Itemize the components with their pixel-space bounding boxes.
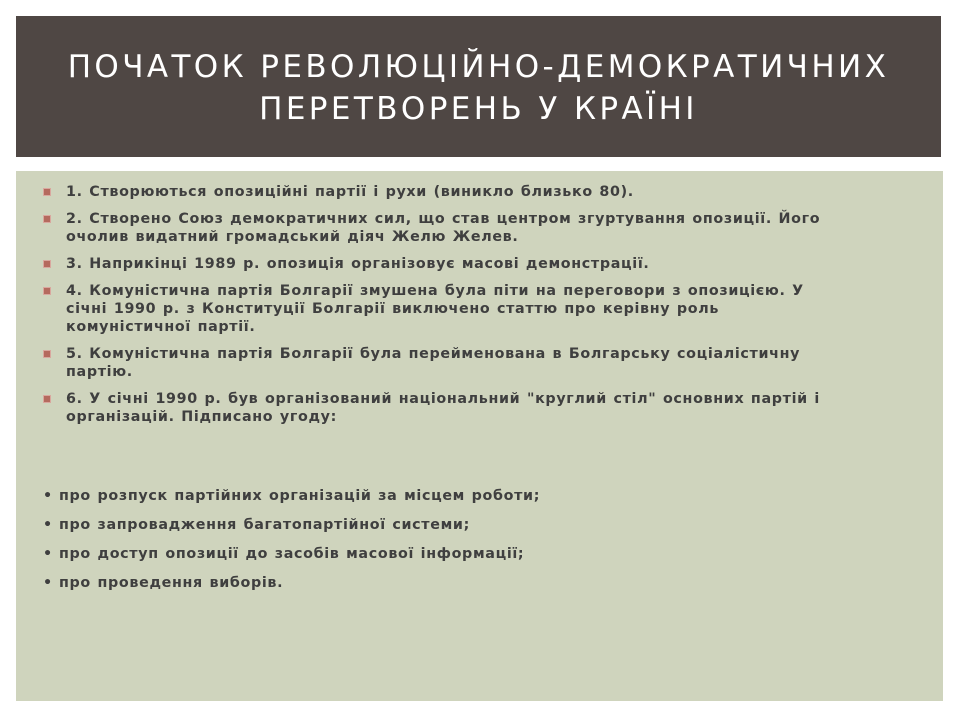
dot-bullet-icon: • [43,517,53,533]
point-3-line-1: 3. Наприкінці 1989 р. опозиція організовує масові демонстрації. [66,256,650,272]
point-4-line-3: комуністичної партії. [66,319,256,335]
agreement-item-3-text: про доступ опозиції до засобів масової інформації; [59,546,525,562]
point-6-line-1: 6. У січні 1990 р. був організований національний "круглий стіл" основних партій і [66,391,820,407]
agreement-item-1 [43,487,923,516]
content-panel [16,171,943,701]
agreement-item-1-text: про розпуск партійних організацій за місцем роботи; [59,488,541,504]
square-bullet-icon [43,350,51,358]
point-1 [42,183,922,201]
agreement-item-2-text: про запровадження багатопартійної системи; [59,517,470,533]
point-5-line-2: партію. [66,364,133,380]
square-bullet-icon [43,287,51,295]
slide-title-line-2: ПЕРЕТВОРЕНЬ У КРАЇНІ [259,90,698,127]
agreement-item-4 [43,574,923,603]
agreement-item-2 [43,516,923,545]
square-bullet-icon [43,215,51,223]
square-bullet-icon [43,188,51,196]
point-3 [42,255,922,273]
point-6 [42,390,922,426]
point-5-line-1: 5. Комуністична партія Болгарії була перейменована в Болгарську соціалістичну [66,346,801,362]
point-4 [42,282,922,336]
point-4-line-2: січні 1990 р. з Конституції Болгарії виключено статтю про керівну роль [66,301,720,317]
square-bullet-icon [43,395,51,403]
slide-title-line-1: ПОЧАТОК РЕВОЛЮЦІЙНО-ДЕМОКРАТИЧНИХ [67,48,890,85]
dot-bullet-icon: • [43,575,53,591]
dot-bullet-icon: • [43,488,53,504]
square-bullet-icon [43,260,51,268]
point-2-line-1: 2. Створено Союз демократичних сил, що став центром згуртування опозиції. Його [66,211,821,227]
dot-bullet-icon: • [43,546,53,562]
agreement-item-4-text: про проведення виборів. [59,575,284,591]
point-4-line-1: 4. Комуністична партія Болгарії змушена була піти на переговори з опозицією. У [66,283,804,299]
point-6-line-2: організацій. Підписано угоду: [66,409,337,425]
slide-title [68,44,890,130]
agreement-item-3 [43,545,923,574]
title-bar [16,16,941,157]
point-2-line-2: очолив видатний громадський діяч Желю Желев. [66,229,519,245]
numbered-points-list [42,183,922,435]
point-5 [42,345,922,381]
agreement-items-list [43,487,923,603]
point-2 [42,210,922,246]
point-1-line-1: 1. Створюються опозиційні партії і рухи (виникло близько 80). [66,184,634,200]
